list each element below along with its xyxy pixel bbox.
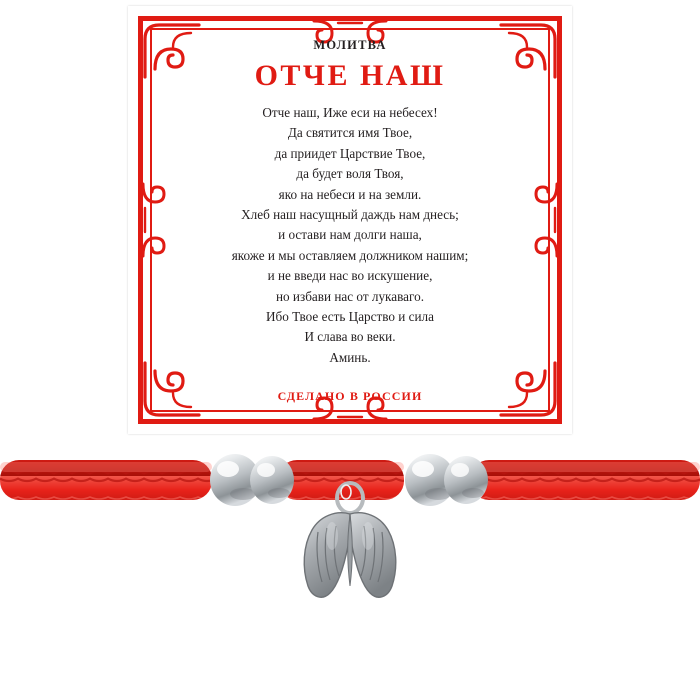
card-title: ОТЧЕ НАШ [254, 59, 446, 92]
prayer-line: но избави нас от лукаваго. [275, 288, 424, 304]
card-kicker: МОЛИТВА [313, 38, 387, 52]
card-content [176, 32, 524, 406]
cord-left [0, 460, 212, 500]
prayer-line: Да святится имя Твое, [287, 125, 413, 141]
edge-ornament-icon [531, 172, 561, 268]
prayer-line: и остави нам долги наша, [278, 227, 422, 243]
prayer-line: якоже и мы оставляем должником нашим; [231, 247, 469, 263]
angel-wings-charm-icon [304, 513, 396, 597]
bead [444, 456, 488, 504]
prayer-line: Отче наш, Иже еси на небесех! [262, 105, 438, 120]
bracelet-image [0, 436, 700, 636]
prayer-line: И слава во веки. [304, 329, 396, 345]
prayer-line: яко на небеси и на земли. [278, 186, 422, 202]
prayer-line: да приидет Царствие Твое, [274, 145, 426, 161]
prayer-line: Аминь. [329, 349, 371, 365]
prayer-line: и не введи нас во искушение, [267, 268, 433, 284]
card-footer: СДЕЛАНО В РОССИИ [277, 389, 423, 403]
prayer-line: Хлеб наш насущный даждь нам днесь; [241, 207, 459, 223]
cord-right [470, 460, 700, 500]
prayer-card [128, 6, 572, 434]
prayer-line: Ибо Твое есть Царство и сила [266, 309, 434, 325]
bead [250, 456, 294, 504]
edge-ornament-icon [139, 172, 169, 268]
prayer-line: да будет воля Твоя, [296, 166, 404, 182]
